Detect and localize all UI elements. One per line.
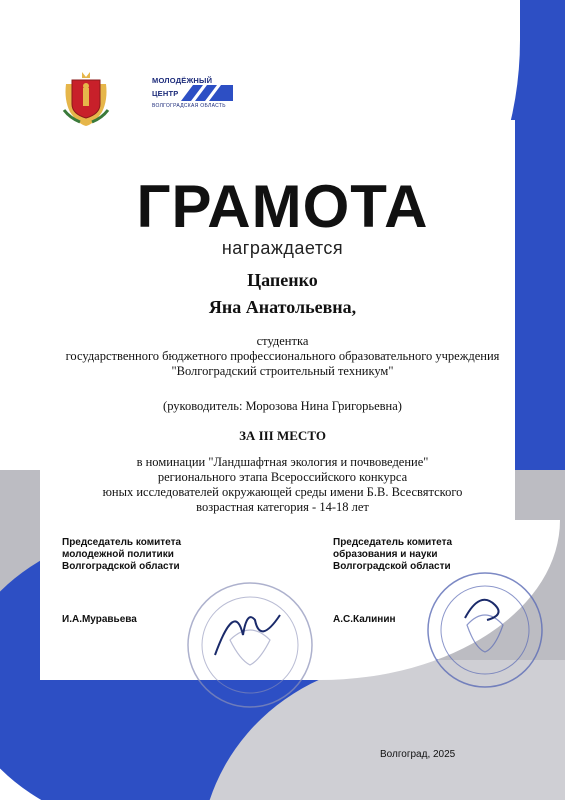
- recipient-role: студентка: [256, 334, 309, 348]
- age-category-line: возрастная категория - 14-18 лет: [196, 500, 369, 514]
- youth-center-logo: [152, 76, 233, 109]
- institution-line-1: государственного бюджетного профессионального образовательного учреждения: [65, 349, 500, 363]
- signature-left-title-line: Волгоградской области: [62, 561, 180, 572]
- signature-right-title-line: образования и науки: [333, 549, 438, 560]
- stage-line: регионального этапа Всероссийского конкурса: [157, 470, 408, 484]
- footer-place-year: Волгоград, 2025: [380, 749, 456, 760]
- seal-left-icon: [185, 580, 315, 710]
- signature-right-title: [333, 537, 452, 573]
- certificate-title: ГРАМОТА: [136, 173, 429, 240]
- signature-left-title-line: молодежной политики: [62, 549, 174, 560]
- logo-line-2: ЦЕНТР: [152, 88, 179, 98]
- signature-right-title-line: Председатель комитета: [333, 537, 453, 548]
- coat-of-arms-icon: [60, 70, 112, 128]
- nomination-line: в номинации "Ландшафтная экология и почвоведение": [136, 455, 429, 469]
- seal-right-icon: [425, 570, 545, 690]
- recipient-given-name: Яна Анатольевна,: [208, 297, 357, 317]
- signature-right-name: А.С.Калинин: [333, 614, 396, 625]
- recipient-surname: Цапенко: [247, 270, 318, 290]
- signature-right-title-line: Волгоградской области: [333, 561, 451, 572]
- institution-line-2: "Волгоградский строительный техникум": [171, 364, 394, 378]
- signature-left-name: И.А.Муравьева: [62, 614, 137, 625]
- signature-left-title-line: Председатель комитета: [62, 537, 182, 548]
- place-award: ЗА III МЕСТО: [239, 428, 326, 443]
- logo-line-1: МОЛОДЁЖНЫЙ: [152, 76, 213, 85]
- logo-subtitle: ВОЛГОГРАДСКАЯ ОБЛАСТЬ: [152, 103, 226, 109]
- contest-line: юных исследователей окружающей среды имени Б.В. Всесвятского: [102, 485, 463, 499]
- youth-center-mark-icon: [181, 85, 233, 101]
- certificate-subtitle: награждается: [221, 238, 344, 258]
- signature-left-title: [62, 537, 181, 573]
- supervisor-line: (руководитель: Морозова Нина Григорьевна): [163, 399, 402, 413]
